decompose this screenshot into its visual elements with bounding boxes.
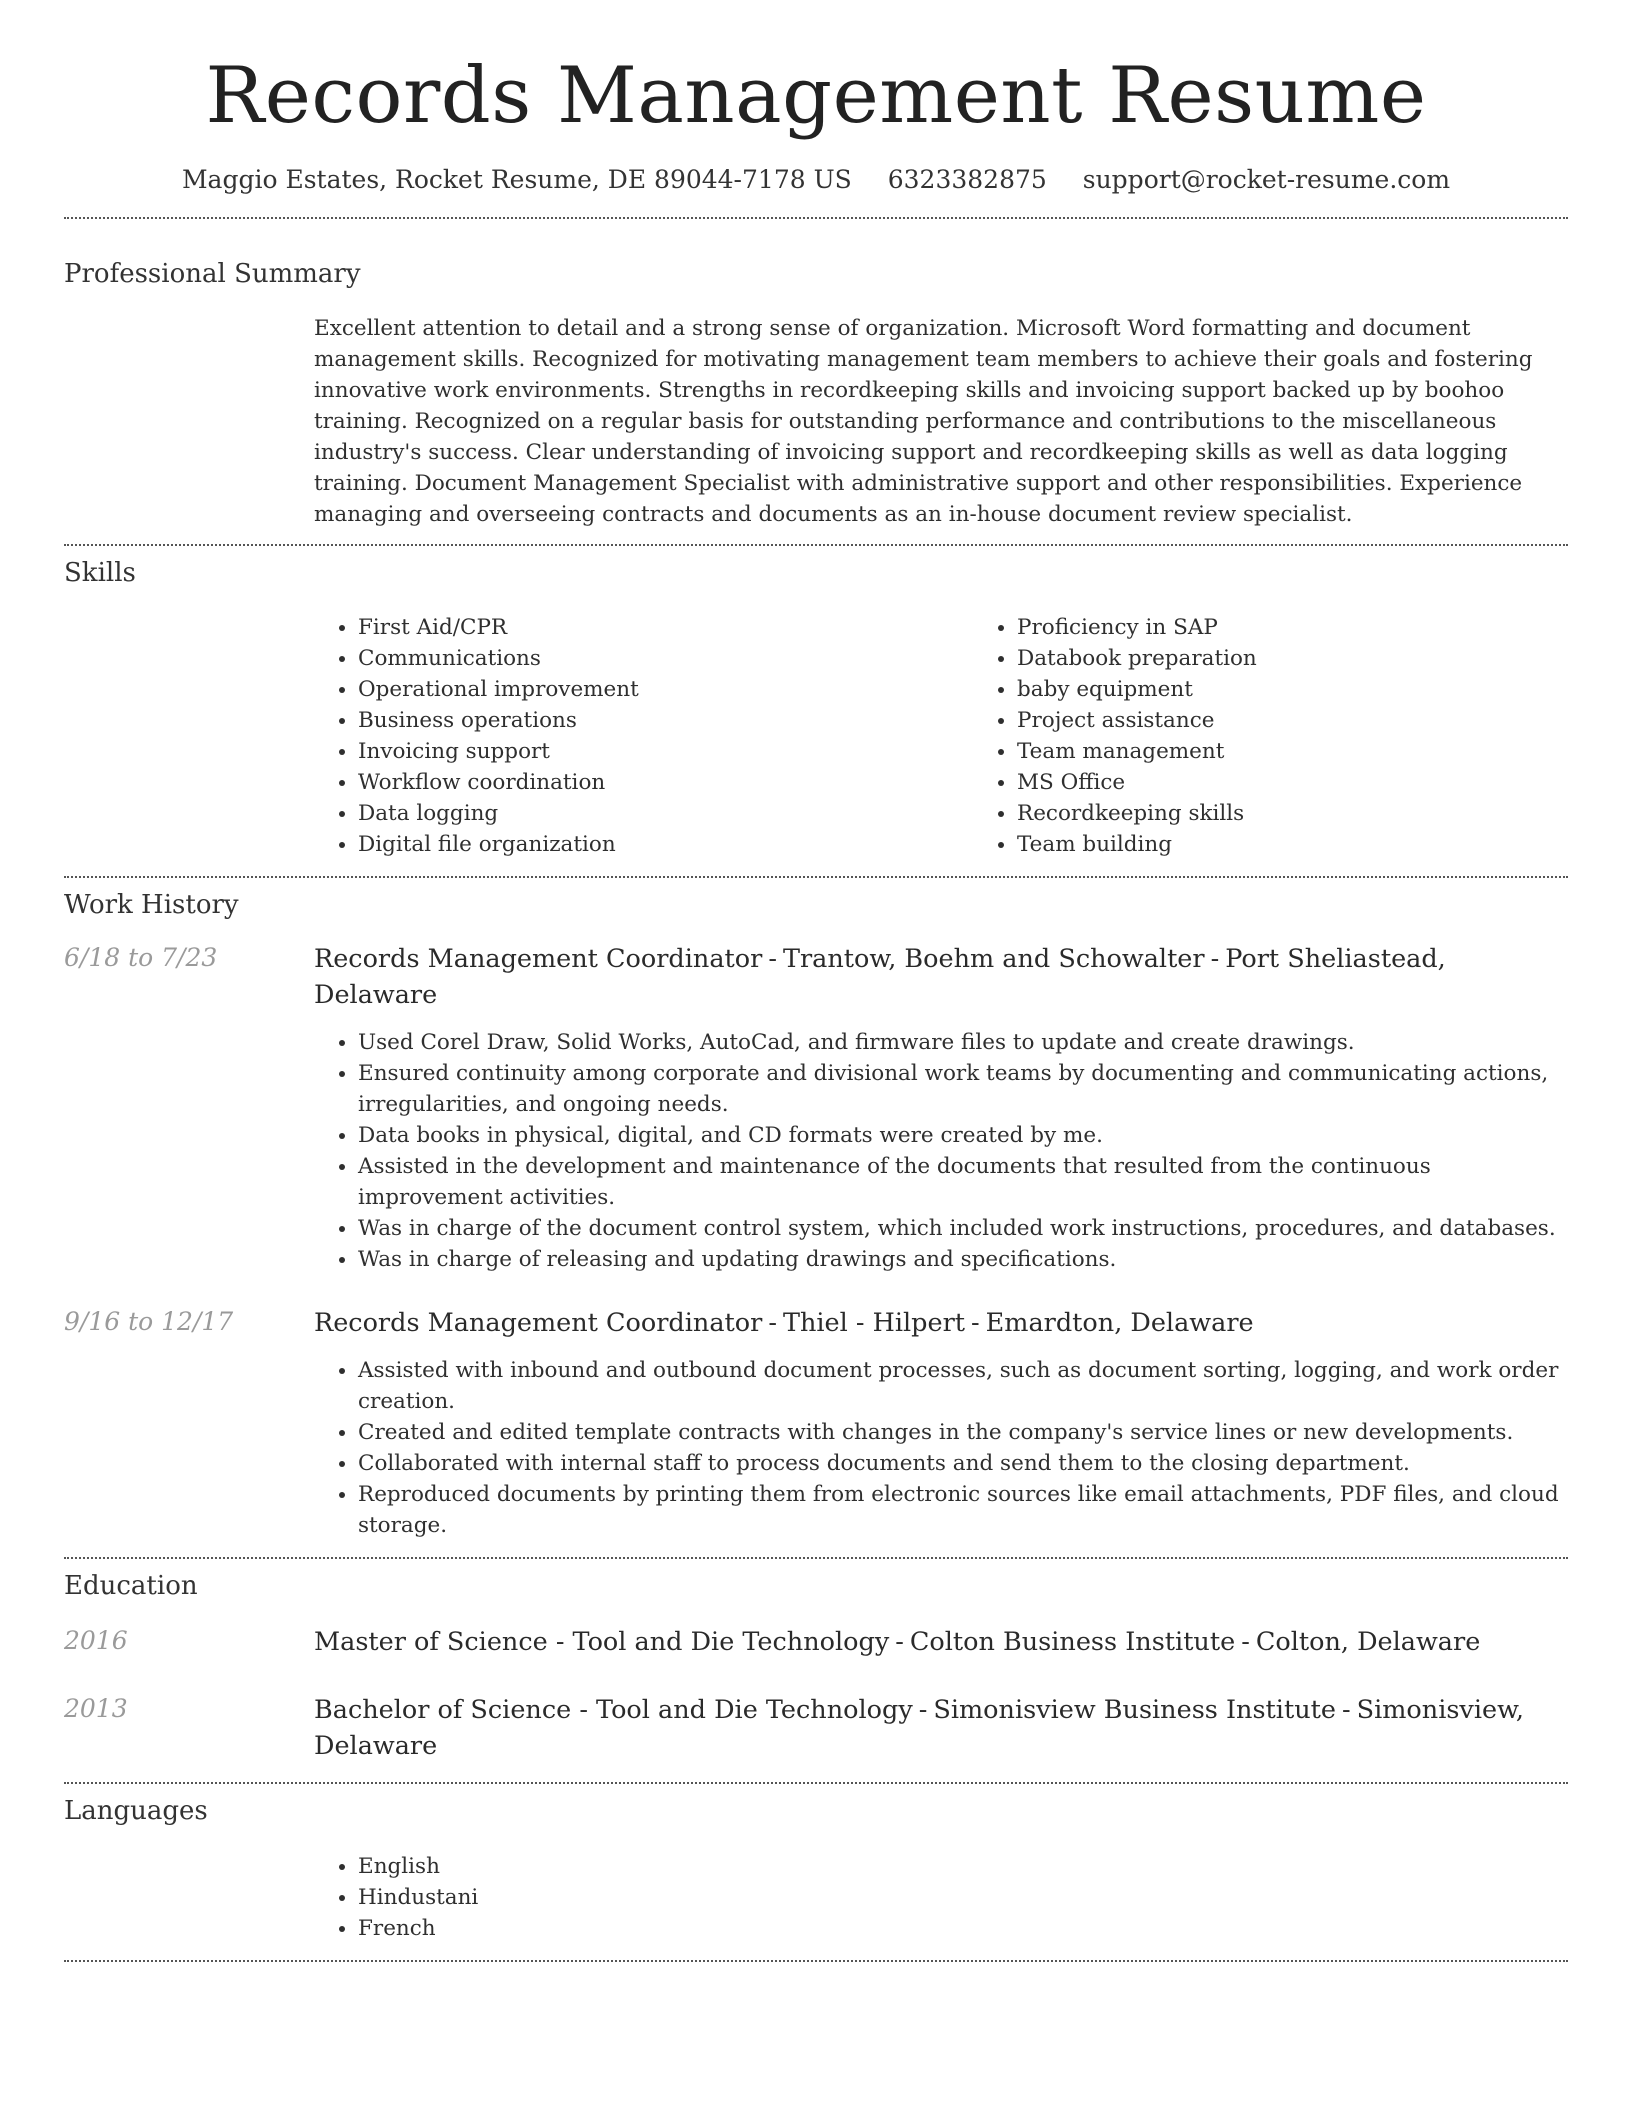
skill-item: • Data logging [358, 798, 973, 829]
job-bullet: • Assisted in the development and maintenance of the documents that resulted from the continuous improvement activities. [358, 1151, 1568, 1213]
skill-item: • Operational improvement [358, 674, 973, 705]
job-entry [64, 1305, 1568, 1541]
summary-heading: Professional Summary [64, 258, 361, 289]
job-bullets [314, 1355, 1568, 1541]
summary-section [64, 259, 1568, 530]
education-location: Colton, Delaware [1255, 1627, 1481, 1658]
job-location: Port Sheliastead, Delaware [314, 944, 1446, 1011]
work-heading: Work History [64, 889, 239, 920]
divider [64, 1960, 1568, 1962]
language-item: • English [358, 1851, 1568, 1882]
languages-heading: Languages [64, 1796, 208, 1827]
job-bullet: • Created and edited template contracts with changes in the company's service lines or new developments. [358, 1417, 1568, 1448]
skill-item: • Invoicing support [358, 736, 973, 767]
job-company: Trantow, Boehm and Schowalter [782, 944, 1205, 975]
skill-item: • Project assistance [1017, 705, 1632, 736]
job-bullets [314, 1027, 1568, 1275]
education-year: 2013 [64, 1694, 128, 1724]
job-entry [64, 941, 1568, 1275]
job-bullet: • Ensured continuity among corporate and divisional work teams by documenting and communicating actions, irregularities, and ongoing needs. [358, 1058, 1568, 1120]
skill-item: • Team management [1017, 736, 1632, 767]
job-bullet: • Was in charge of the document control system, which included work instructions, procedures, and databases. [358, 1213, 1568, 1244]
divider [64, 544, 1568, 546]
skill-item: • Team building [1017, 829, 1632, 860]
skill-item: • Business operations [358, 705, 973, 736]
education-degree: Bachelor of Science - Tool and Die Technology [314, 1695, 913, 1726]
education-year: 2016 [64, 1626, 128, 1656]
skills-list-left [314, 612, 973, 860]
job-location: Emardton, Delaware [985, 1308, 1254, 1339]
job-title-line: Records Management Coordinator - Trantow, Boehm and Schowalter - Port Sheliastead, Delaware [314, 944, 1446, 1011]
job-bullet: • Assisted with inbound and outbound document processes, such as document sorting, logging, and work order creation. [358, 1355, 1568, 1417]
job-dates: 6/18 to 7/23 [64, 943, 218, 973]
summary-text: Excellent attention to detail and a strong sense of organization. Microsoft Word formatting and document management skills. Recognized for motivating management team members to achieve their goals and fostering innovative work environments. Strengths in recordkeeping skills and invoicing support backed up by boohoo training. Recognized on a regular basis for outstanding performance and contributions to the miscellaneous industry's success. Clear understanding of invoicing support and recordkeeping skills as well as data logging training. Document Management Specialist with administrative support and other responsibilities. Experience managing and overseeing contracts and documents as an in-house document review specialist. [314, 315, 1533, 527]
education-degree: Master of Science - Tool and Die Technology [314, 1627, 890, 1658]
education-section [64, 1571, 1568, 1764]
education-location: Simonisview, Delaware [314, 1695, 1524, 1762]
job-bullet: • Reproduced documents by printing them from electronic sources like email attachments, PDF files, and cloud storage. [358, 1479, 1568, 1541]
skills-section [64, 558, 1568, 860]
job-company: Thiel - Hilpert [782, 1308, 966, 1339]
skills-list-right [973, 612, 1632, 860]
work-section [64, 890, 1568, 1541]
divider [64, 1557, 1568, 1559]
divider [64, 217, 1568, 219]
job-title: Records Management Coordinator [314, 944, 763, 975]
job-title: Records Management Coordinator [314, 1308, 763, 1339]
skill-item: • baby equipment [1017, 674, 1632, 705]
skill-item: • Communications [358, 643, 973, 674]
education-heading: Education [64, 1571, 198, 1602]
education-entry [64, 1692, 1568, 1764]
languages-list [314, 1851, 1568, 1944]
job-bullet: • Used Corel Draw, Solid Works, AutoCad, and firmware files to update and create drawings. [358, 1027, 1568, 1058]
language-item: • French [358, 1913, 1568, 1944]
education-line: Master of Science - Tool and Die Technology - Colton Business Institute - Colton, Delaware [314, 1627, 1481, 1658]
skill-item: • Proficiency in SAP [1017, 612, 1632, 643]
resume-title: Records Management Resume [205, 51, 1427, 141]
languages-section [64, 1796, 1568, 1943]
job-bullet: • Collaborated with internal staff to process documents and send them to the closing department. [358, 1448, 1568, 1479]
skill-item: • Digital file organization [358, 829, 973, 860]
divider [64, 876, 1568, 878]
contact-address: Maggio Estates, Rocket Resume, DE 89044-7178 US [181, 164, 852, 194]
contact-email: support@rocket-resume.com [1082, 164, 1451, 194]
job-dates: 9/16 to 12/17 [64, 1307, 234, 1337]
job-bullet: • Data books in physical, digital, and CD formats were created by me. [358, 1120, 1568, 1151]
language-item: • Hindustani [358, 1882, 1568, 1913]
contact-phone: 6323382875 [887, 164, 1047, 194]
job-bullet: • Was in charge of releasing and updating drawings and specifications. [358, 1244, 1568, 1275]
skill-item: • First Aid/CPR [358, 612, 973, 643]
divider [64, 1782, 1568, 1784]
education-school: Simonisview Business Institute [933, 1695, 1336, 1726]
job-title-line: Records Management Coordinator - Thiel - Hilpert - Emardton, Delaware [314, 1308, 1254, 1339]
education-school: Colton Business Institute [909, 1627, 1236, 1658]
skill-item: • Recordkeeping skills [1017, 798, 1632, 829]
skill-item: • Databook preparation [1017, 643, 1632, 674]
skill-item: • Workflow coordination [358, 767, 973, 798]
contact-line [64, 162, 1568, 197]
education-entry [64, 1624, 1568, 1660]
skills-heading: Skills [64, 557, 136, 588]
education-line: Bachelor of Science - Tool and Die Technology - Simonisview Business Institute - Simonisview, Delaware [314, 1695, 1524, 1762]
skill-item: • MS Office [1017, 767, 1632, 798]
